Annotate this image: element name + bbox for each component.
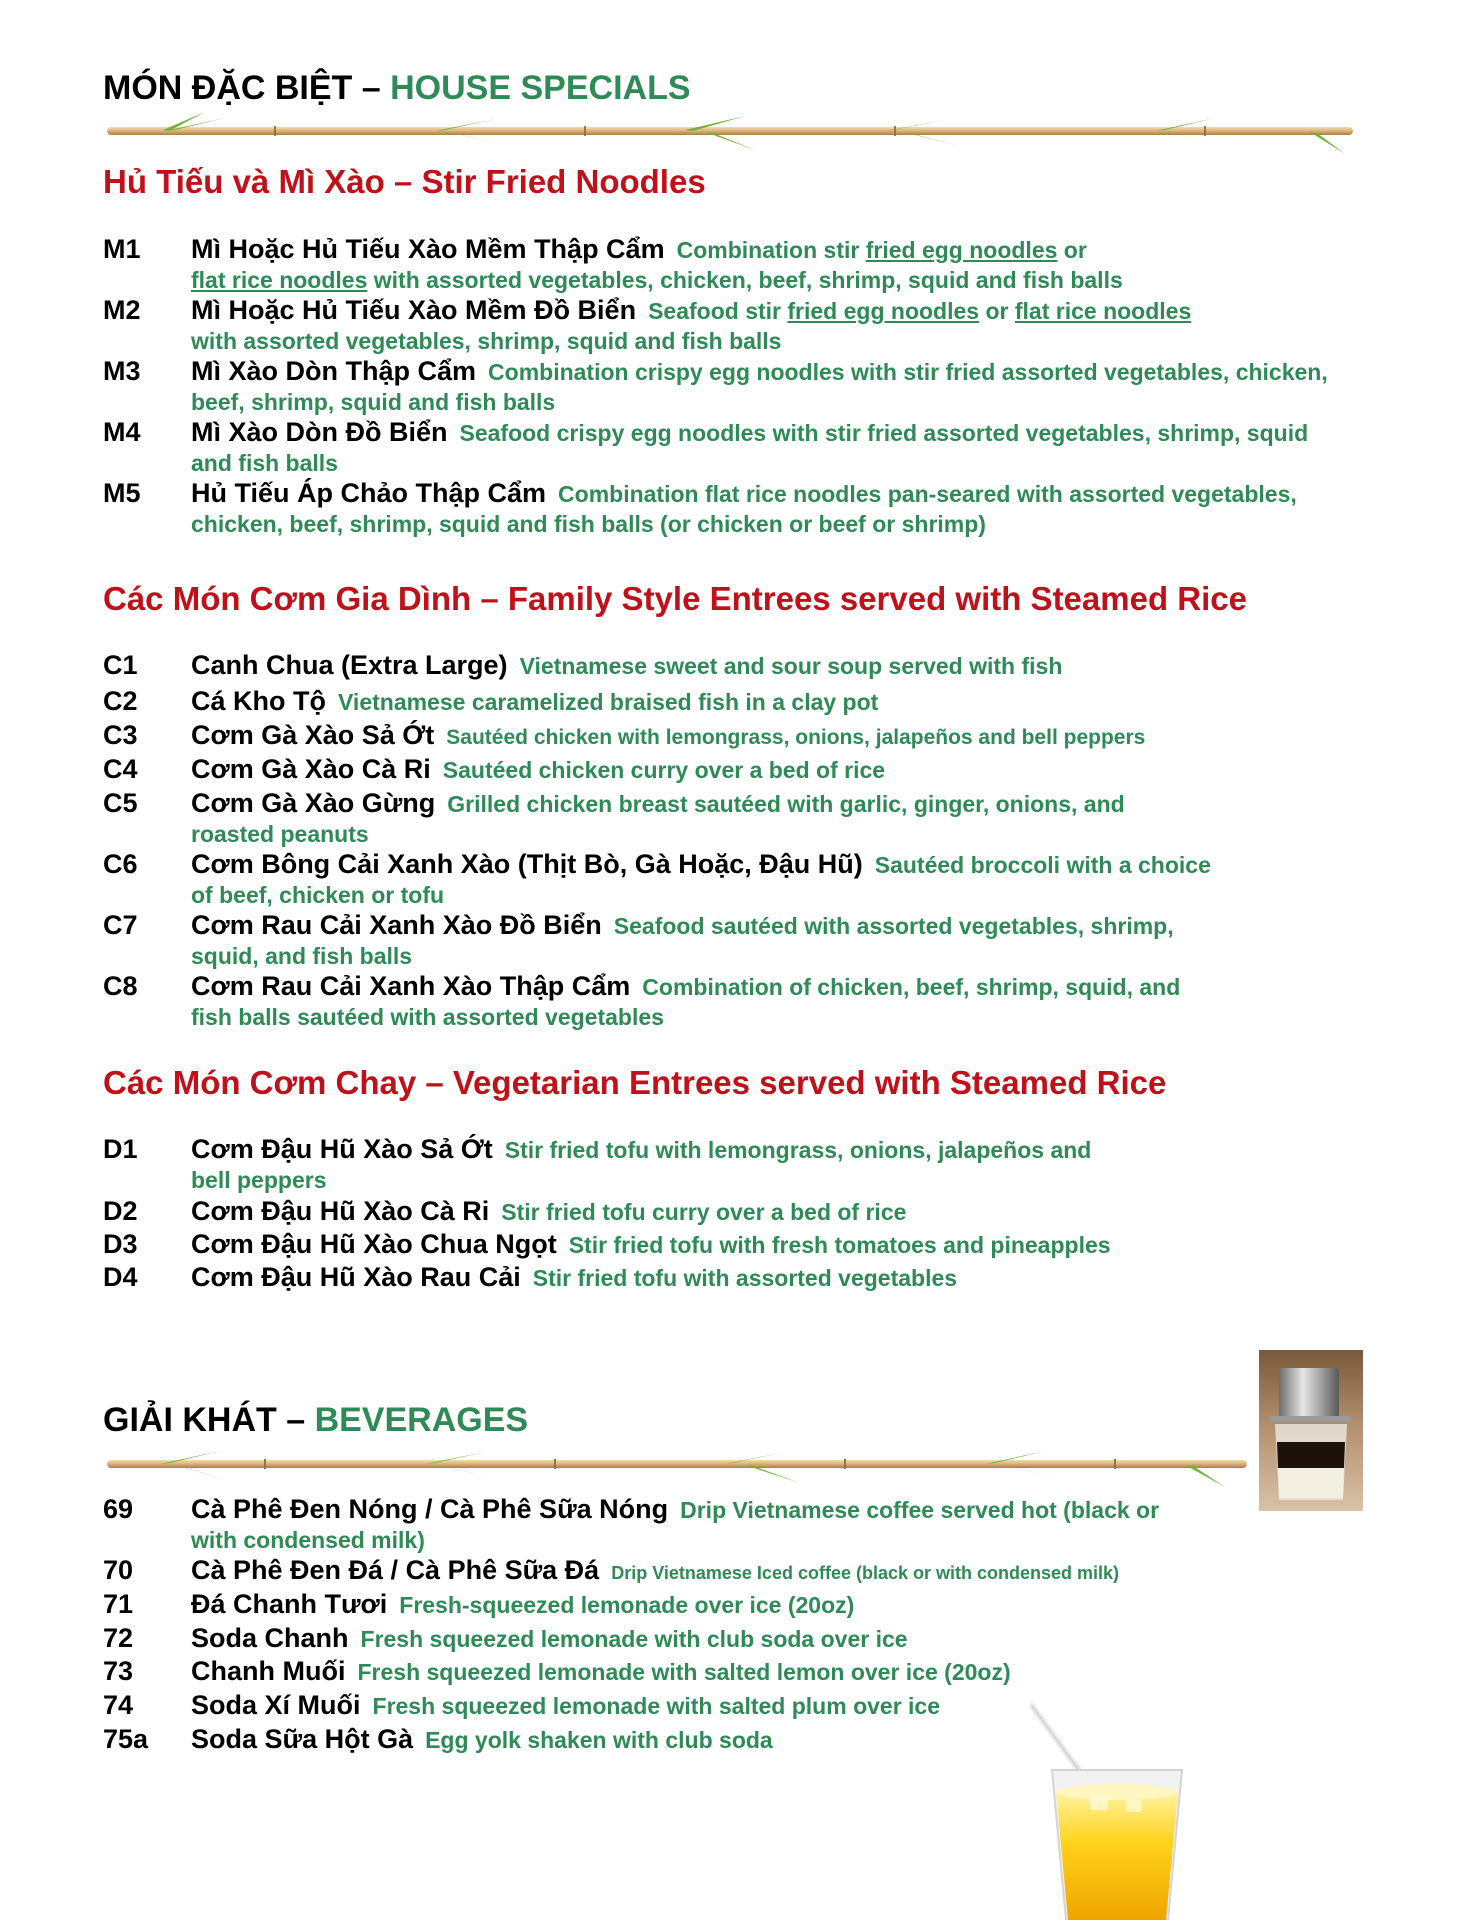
item-code: M5 bbox=[103, 478, 141, 508]
menu-item-75a bbox=[103, 1724, 1383, 1755]
item-code: C6 bbox=[103, 849, 138, 879]
menu-item-71 bbox=[103, 1589, 1383, 1620]
item-code: D3 bbox=[103, 1229, 138, 1259]
house-specials-heading bbox=[103, 71, 691, 105]
item-name-vn: Cơm Rau Cải Xanh Xào Thập Cẩm bbox=[191, 971, 631, 1001]
item-description-underlined: flat rice noodles bbox=[1014, 298, 1192, 324]
menu-item-72 bbox=[103, 1623, 1383, 1654]
menu-item-m2 bbox=[103, 295, 1383, 356]
menu-item-m5 bbox=[103, 478, 1383, 539]
item-name-vn: Cà Phê Đen Đá / Cà Phê Sữa Đá bbox=[191, 1555, 600, 1585]
item-description: with assorted vegetables, shrimp, squid and fish balls bbox=[191, 328, 782, 354]
item-code: 74 bbox=[103, 1690, 134, 1720]
item-description: Sautéed chicken with lemongrass, onions, jalapeños and bell peppers bbox=[446, 726, 1146, 749]
item-code: D2 bbox=[103, 1196, 138, 1226]
item-name-vn: Cơm Gà Xào Gừng bbox=[191, 788, 436, 818]
item-description: Stir fried tofu curry over a bed of rice bbox=[501, 1199, 907, 1225]
item-description: Vietnamese caramelized braised fish in a clay pot bbox=[338, 689, 879, 715]
item-description: Stir fried tofu with fresh tomatoes and pineapples bbox=[568, 1232, 1111, 1258]
vietnamese-coffee-photo-icon bbox=[1259, 1350, 1363, 1511]
item-name-vn: Cơm Đậu Hũ Xào Rau Cải bbox=[191, 1262, 521, 1292]
item-code: 73 bbox=[103, 1656, 134, 1686]
item-name-vn: Soda Xí Muối bbox=[191, 1690, 361, 1720]
beverages-title-en: BEVERAGES bbox=[314, 1401, 529, 1439]
item-name-vn: Chanh Muối bbox=[191, 1656, 346, 1686]
item-name-vn: Hủ Tiếu Áp Chảo Thập Cẩm bbox=[191, 478, 547, 508]
item-code: 72 bbox=[103, 1623, 134, 1653]
menu-item-d2 bbox=[103, 1196, 1383, 1227]
item-description: Fresh squeezed lemonade with salted plum over ice bbox=[372, 1693, 941, 1719]
item-code: 70 bbox=[103, 1555, 134, 1585]
item-description: Fresh squeezed lemonade with club soda over ice bbox=[360, 1626, 908, 1652]
item-code: C2 bbox=[103, 686, 138, 716]
family-entrees-heading: Các Món Cơm Gia Dình – Family Style Entrees served with Steamed Rice bbox=[103, 580, 1247, 617]
item-description-underlined: flat rice noodles bbox=[191, 267, 368, 293]
item-description: Sautéed broccoli with a choice of beef, chicken or tofu bbox=[191, 852, 1211, 908]
item-description: Sautéed chicken curry over a bed of rice bbox=[442, 757, 886, 783]
item-code: C7 bbox=[103, 910, 138, 940]
item-name-vn: Cơm Gà Xào Cà Ri bbox=[191, 754, 431, 784]
item-name-vn: Cơm Gà Xào Sả Ớt bbox=[191, 720, 435, 750]
menu-item-c4 bbox=[103, 754, 1383, 785]
item-name-vn: Cơm Đậu Hũ Xào Sả Ớt bbox=[191, 1134, 493, 1164]
item-description-underlined: fried egg noodles bbox=[865, 237, 1058, 263]
item-code: D1 bbox=[103, 1134, 138, 1164]
item-name-vn: Cá Kho Tộ bbox=[191, 686, 326, 716]
menu-item-c3 bbox=[103, 720, 1383, 753]
vegetarian-entrees-heading: Các Món Cơm Chay – Vegetarian Entrees served with Steamed Rice bbox=[103, 1064, 1167, 1101]
bamboo-divider-icon bbox=[105, 110, 1355, 158]
item-description: Seafood sautéed with assorted vegetables, shrimp, squid, and fish balls bbox=[191, 913, 1174, 969]
item-code: C4 bbox=[103, 754, 138, 784]
menu-item-c1 bbox=[103, 650, 1383, 681]
item-name-vn: Cơm Đậu Hũ Xào Cà Ri bbox=[191, 1196, 490, 1226]
item-name-vn: Cơm Đậu Hũ Xào Chua Ngọt bbox=[191, 1229, 557, 1259]
item-description: Fresh-squeezed lemonade over ice (20oz) bbox=[399, 1592, 855, 1618]
item-name-vn: Soda Sữa Hột Gà bbox=[191, 1724, 414, 1754]
item-description: Seafood crispy egg noodles with stir fried assorted vegetables, shrimp, squid and fish balls bbox=[191, 420, 1309, 476]
item-code: M2 bbox=[103, 295, 141, 325]
item-code: 75a bbox=[103, 1724, 149, 1754]
item-name-vn: Soda Chanh bbox=[191, 1623, 349, 1653]
menu-item-m4 bbox=[103, 417, 1383, 478]
item-code: M4 bbox=[103, 417, 141, 447]
item-description: Stir fried tofu with assorted vegetables bbox=[532, 1265, 958, 1291]
item-code: M3 bbox=[103, 356, 141, 386]
menu-item-c7 bbox=[103, 910, 1383, 971]
item-description: Combination flat rice noodles pan-seared with assorted vegetables, chicken, beef, shrimp, squid and fish balls (or chicken or beef or shrimp) bbox=[191, 481, 1297, 537]
menu-item-m3 bbox=[103, 356, 1383, 417]
item-name-vn: Mì Hoặc Hủ Tiếu Xào Mềm Thập Cẩm bbox=[191, 234, 665, 264]
item-name-vn: Mì Hoặc Hủ Tiếu Xào Mềm Đồ Biển bbox=[191, 295, 637, 325]
menu-item-c8 bbox=[103, 971, 1383, 1032]
item-name-vn: Cơm Rau Cải Xanh Xào Đồ Biển bbox=[191, 910, 602, 940]
item-code: M1 bbox=[103, 234, 141, 264]
menu-item-74 bbox=[103, 1690, 1383, 1721]
item-name-vn: Mì Xào Dòn Đồ Biển bbox=[191, 417, 448, 447]
item-name-vn: Cơm Bông Cải Xanh Xào (Thịt Bò, Gà Hoặc, Đậu Hũ) bbox=[191, 849, 863, 879]
item-code: 71 bbox=[103, 1589, 134, 1619]
item-description: Combination crispy egg noodles with stir fried assorted vegetables, chicken, beef, shrimp, squid and fish balls bbox=[191, 359, 1328, 415]
noodles-heading: Hủ Tiếu và Mì Xào – Stir Fried Noodles bbox=[103, 163, 706, 200]
menu-item-73 bbox=[103, 1656, 1383, 1687]
lemonade-glass-photo-icon bbox=[1030, 1700, 1190, 1920]
menu-item-70 bbox=[103, 1555, 1383, 1588]
menu-item-c2 bbox=[103, 686, 1383, 717]
item-description: or bbox=[979, 298, 1015, 324]
item-description: with assorted vegetables, chicken, beef, shrimp, squid and fish balls bbox=[367, 267, 1123, 293]
item-name-vn: Cà Phê Đen Nóng / Cà Phê Sữa Nóng bbox=[191, 1494, 669, 1524]
item-description: or bbox=[1057, 237, 1087, 263]
item-name-vn: Mì Xào Dòn Thập Cẩm bbox=[191, 356, 477, 386]
item-code: D4 bbox=[103, 1262, 138, 1292]
menu-item-d3 bbox=[103, 1229, 1383, 1260]
item-description: Stir fried tofu with lemongrass, onions, jalapeños and bell peppers bbox=[191, 1137, 1092, 1193]
item-description: Grilled chicken breast sautéed with garlic, ginger, onions, and roasted peanuts bbox=[191, 791, 1125, 847]
item-description: Drip Vietnamese coffee served hot (black or with condensed milk) bbox=[191, 1497, 1160, 1553]
item-name-vn: Canh Chua (Extra Large) bbox=[191, 650, 508, 680]
item-description-underlined: fried egg noodles bbox=[787, 298, 980, 324]
menu-item-d1 bbox=[103, 1134, 1383, 1195]
beverages-heading bbox=[103, 1403, 528, 1437]
house-specials-title-vn: MÓN ĐẶC BIỆT – bbox=[103, 69, 391, 107]
item-description: Egg yolk shaken with club soda bbox=[425, 1727, 773, 1753]
item-code: C5 bbox=[103, 788, 138, 818]
menu-item-c5 bbox=[103, 788, 1383, 849]
item-description: Drip Vietnamese Iced coffee (black or with condensed milk) bbox=[611, 1563, 1120, 1583]
item-description: Seafood stir bbox=[648, 298, 788, 324]
item-name-vn: Đá Chanh Tươi bbox=[191, 1589, 388, 1619]
item-description: Combination of chicken, beef, shrimp, squid, and fish balls sautéed with assorted vegetables bbox=[191, 974, 1181, 1030]
bamboo-divider-icon bbox=[105, 1443, 1250, 1491]
menu-item-c6 bbox=[103, 849, 1383, 910]
beverages-title-vn: GIẢI KHÁT – bbox=[103, 1401, 315, 1439]
item-code: C3 bbox=[103, 720, 138, 750]
menu-item-m1 bbox=[103, 234, 1383, 295]
item-description: Combination stir bbox=[676, 237, 866, 263]
item-description: Vietnamese sweet and sour soup served with fish bbox=[519, 653, 1063, 679]
menu-item-d4 bbox=[103, 1262, 1383, 1293]
item-code: 69 bbox=[103, 1494, 134, 1524]
item-code: C8 bbox=[103, 971, 138, 1001]
house-specials-title-en: HOUSE SPECIALS bbox=[390, 69, 691, 107]
item-description: Fresh squeezed lemonade with salted lemon over ice (20oz) bbox=[357, 1659, 1011, 1685]
item-code: C1 bbox=[103, 650, 138, 680]
menu-item-69 bbox=[103, 1494, 1383, 1555]
